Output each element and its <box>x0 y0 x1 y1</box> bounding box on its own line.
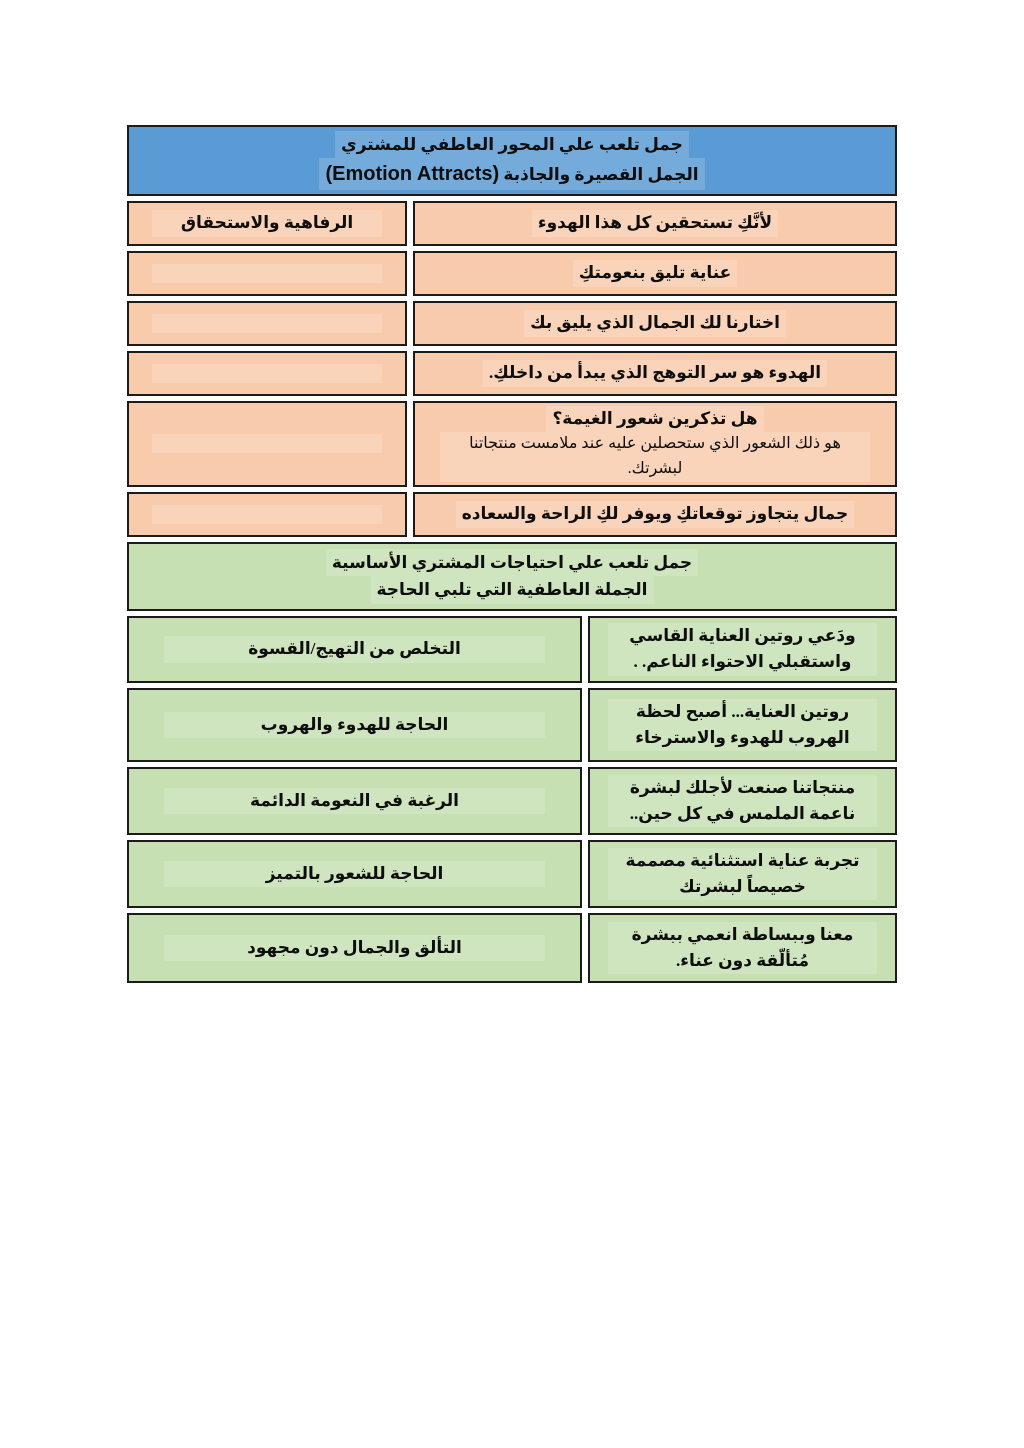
emotion-table-header <box>127 125 897 196</box>
table-row <box>127 351 897 396</box>
need-cell: الحاجة للهدوء والهروب <box>127 688 582 762</box>
emotion-header-line1: جمل تلعب علي المحور العاطفي للمشتري <box>335 131 689 158</box>
phrase-cell: اختارنا لك الجمال الذي يليق بك <box>413 301 897 346</box>
category-cell-empty <box>127 301 407 346</box>
emotion-rows <box>127 201 897 537</box>
table-row <box>127 251 897 296</box>
category-cell-empty <box>127 251 407 296</box>
needs-table-header <box>127 542 897 611</box>
phrase-question: هل تذكرين شعور الغيمة؟ <box>546 406 763 432</box>
need-cell: الرغبة في النعومة الدائمة <box>127 767 582 835</box>
category-cell: الرفاهية والاستحقاق <box>127 201 407 246</box>
phrase-cell <box>413 401 897 487</box>
table-row <box>127 767 897 835</box>
needs-header-line1: جمل تلعب علي احتياجات المشتري الأساسية <box>326 549 698 576</box>
needs-header-line2: الجملة العاطفية التي تلبي الحاجة <box>371 576 654 603</box>
table-row <box>127 913 897 983</box>
phrase-cell: ودَعي روتين العناية القاسي واستقبلي الاحتواء الناعم. . <box>588 616 897 683</box>
phrase-cell: تجربة عناية استثنائية مصممة خصيصاً لبشرتك <box>588 840 897 908</box>
table-row <box>127 401 897 487</box>
phrase-answer: هو ذلك الشعور الذي ستحصلين عليه عند ملامست منتجاتنا لبشرتك. <box>440 432 871 482</box>
phrase-cell: معنا وببساطة انعمي ببشرة مُتألّقة دون عناء. <box>588 913 897 983</box>
category-cell-empty <box>127 401 407 487</box>
emotion-header-line2 <box>319 158 704 190</box>
category-cell-empty <box>127 351 407 396</box>
need-cell: التخلص من التهيج/القسوة <box>127 616 582 683</box>
needs-rows <box>127 616 897 983</box>
table-row <box>127 492 897 537</box>
phrase-cell: روتين العناية... أصبح لحظة الهروب للهدوء والاسترخاء <box>588 688 897 762</box>
phrase-cell: منتجاتنا صنعت لأجلك لبشرة ناعمة الملمس في كل حين.. <box>588 767 897 835</box>
document-body <box>127 125 897 983</box>
category-cell-empty <box>127 492 407 537</box>
table-row <box>127 688 897 762</box>
phrase-cell: لأنَّكِ تستحقين كل هذا الهدوء <box>413 201 897 246</box>
emotion-header-line2-arabic: الجمل القصيرة والجاذبة <box>503 165 699 185</box>
phrase-cell: جمال يتجاوز توقعاتكِ ويوفر لكِ الراحة والسعاده <box>413 492 897 537</box>
table-row <box>127 301 897 346</box>
table-row <box>127 201 897 246</box>
phrase-cell: عناية تليق بنعومتكِ <box>413 251 897 296</box>
phrase-cell: الهدوء هو سر التوهج الذي يبدأ من داخلكِ. <box>413 351 897 396</box>
need-cell: التألق والجمال دون مجهود <box>127 913 582 983</box>
need-cell: الحاجة للشعور بالتميز <box>127 840 582 908</box>
table-row <box>127 840 897 908</box>
emotion-header-line2-english: (Emotion Attracts) <box>325 163 500 186</box>
table-row <box>127 616 897 683</box>
